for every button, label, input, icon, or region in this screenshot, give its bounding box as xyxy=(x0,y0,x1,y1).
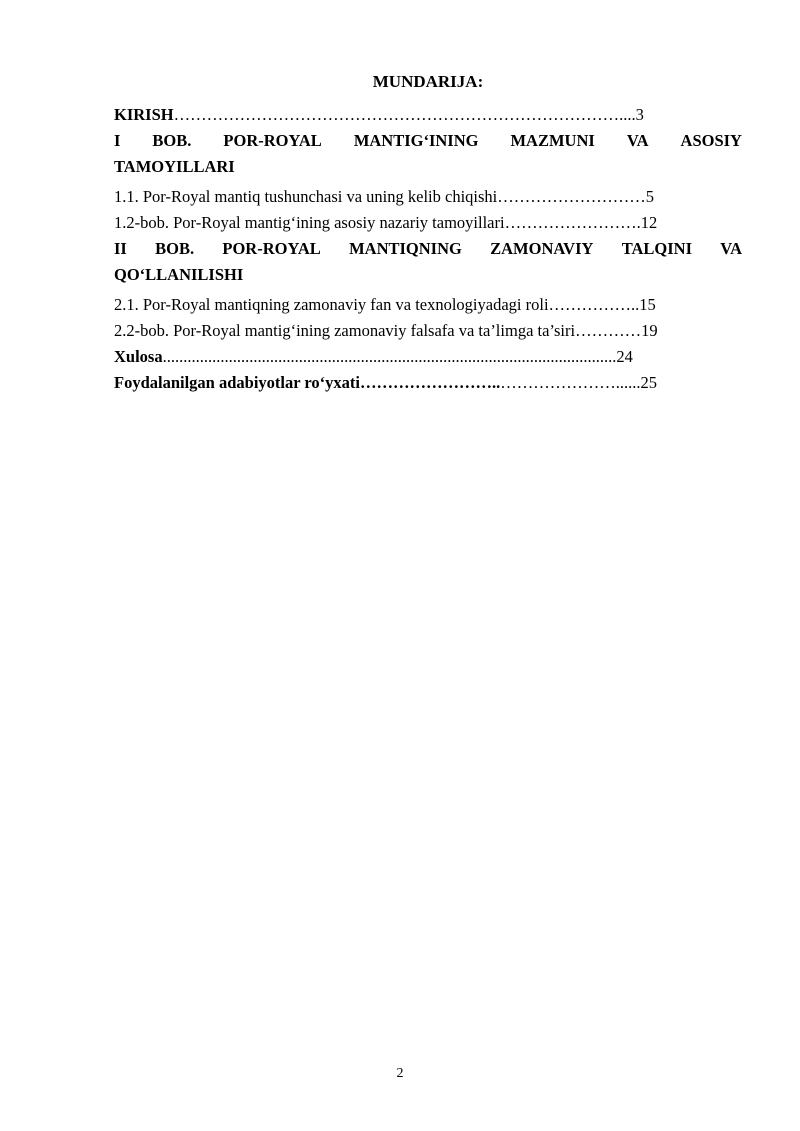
toc-page-number: 5 xyxy=(645,187,655,206)
heading-word: I xyxy=(114,131,121,150)
toc-chapter-2-heading-cont: QO‘LLANILISHI xyxy=(114,265,244,284)
toc-leader: ………… xyxy=(575,321,642,340)
toc-chapter-1-heading-cont: TAMOYILLARI xyxy=(114,157,235,176)
page-number: 2 xyxy=(396,1066,404,1081)
heading-word: POR-ROYAL xyxy=(223,131,322,150)
toc-entry-1-1[interactable] xyxy=(114,184,742,210)
toc-leader: …………….. xyxy=(548,295,640,314)
heading-word: VA xyxy=(720,239,742,258)
toc-page-number: 15 xyxy=(639,295,656,314)
heading-word: POR-ROYAL xyxy=(222,239,321,258)
toc-leader: .............................................................................................................. xyxy=(162,347,617,366)
toc-entry-1-2[interactable] xyxy=(114,210,742,236)
heading-word: MANTIG‘INING xyxy=(353,131,479,150)
toc-chapter-1-heading[interactable] xyxy=(114,128,742,154)
toc-page-number: 12 xyxy=(640,213,658,232)
toc-title: MUNDARIJA: xyxy=(372,72,484,91)
toc-leader: ……………………………………………………………………….... xyxy=(173,105,636,124)
toc-leader: ……………………… xyxy=(497,187,646,206)
toc-entry-label: Xulosa xyxy=(114,347,163,366)
toc-entry-2-2[interactable] xyxy=(114,318,742,344)
toc-page-number: 24 xyxy=(616,347,633,366)
toc-entry-label: 1.1. Por-Royal mantiq tushunchasi va uning kelib chiqishi xyxy=(114,187,498,206)
heading-word: ZAMONAVIY xyxy=(490,239,594,258)
heading-word: ASOSIY xyxy=(680,131,742,150)
table-of-contents xyxy=(114,72,742,396)
toc-entry-references[interactable] xyxy=(114,370,742,396)
heading-word: TALQINI xyxy=(621,239,692,258)
toc-entry-kirish[interactable] xyxy=(114,102,742,128)
heading-word: BOB. xyxy=(152,131,192,150)
toc-entry-label: 2.2-bob. Por-Royal mantig‘ining zamonaviy falsafa va ta’limga ta’siri xyxy=(114,321,576,340)
toc-page-number: 19 xyxy=(641,321,658,340)
toc-leader: ……………………. xyxy=(504,213,641,232)
heading-word: MAZMUNI xyxy=(510,131,595,150)
toc-entry-xulosa[interactable] xyxy=(114,344,742,370)
toc-entry-label: KIRISH xyxy=(114,105,174,124)
heading-word: MANTIQNING xyxy=(349,239,462,258)
toc-leader: …………………….. xyxy=(360,373,501,392)
heading-word: VA xyxy=(626,131,649,150)
heading-word: BOB. xyxy=(155,239,195,258)
toc-leader: …………………...... xyxy=(500,373,641,392)
toc-entry-2-1[interactable] xyxy=(114,292,742,318)
toc-chapter-2-heading[interactable] xyxy=(114,236,742,262)
toc-entry-label: Foydalanilgan adabiyotlar ro‘yxati xyxy=(114,373,361,392)
toc-entry-label: 1.2-bob. Por-Royal mantig‘ining asosiy nazariy tamoyillari xyxy=(114,213,505,232)
toc-entry-label: 2.1. Por-Royal mantiqning zamonaviy fan va texnologiyadagi roli xyxy=(114,295,549,314)
heading-word: II xyxy=(114,239,127,258)
toc-page-number: 3 xyxy=(635,105,644,124)
toc-page-number: 25 xyxy=(640,373,658,392)
